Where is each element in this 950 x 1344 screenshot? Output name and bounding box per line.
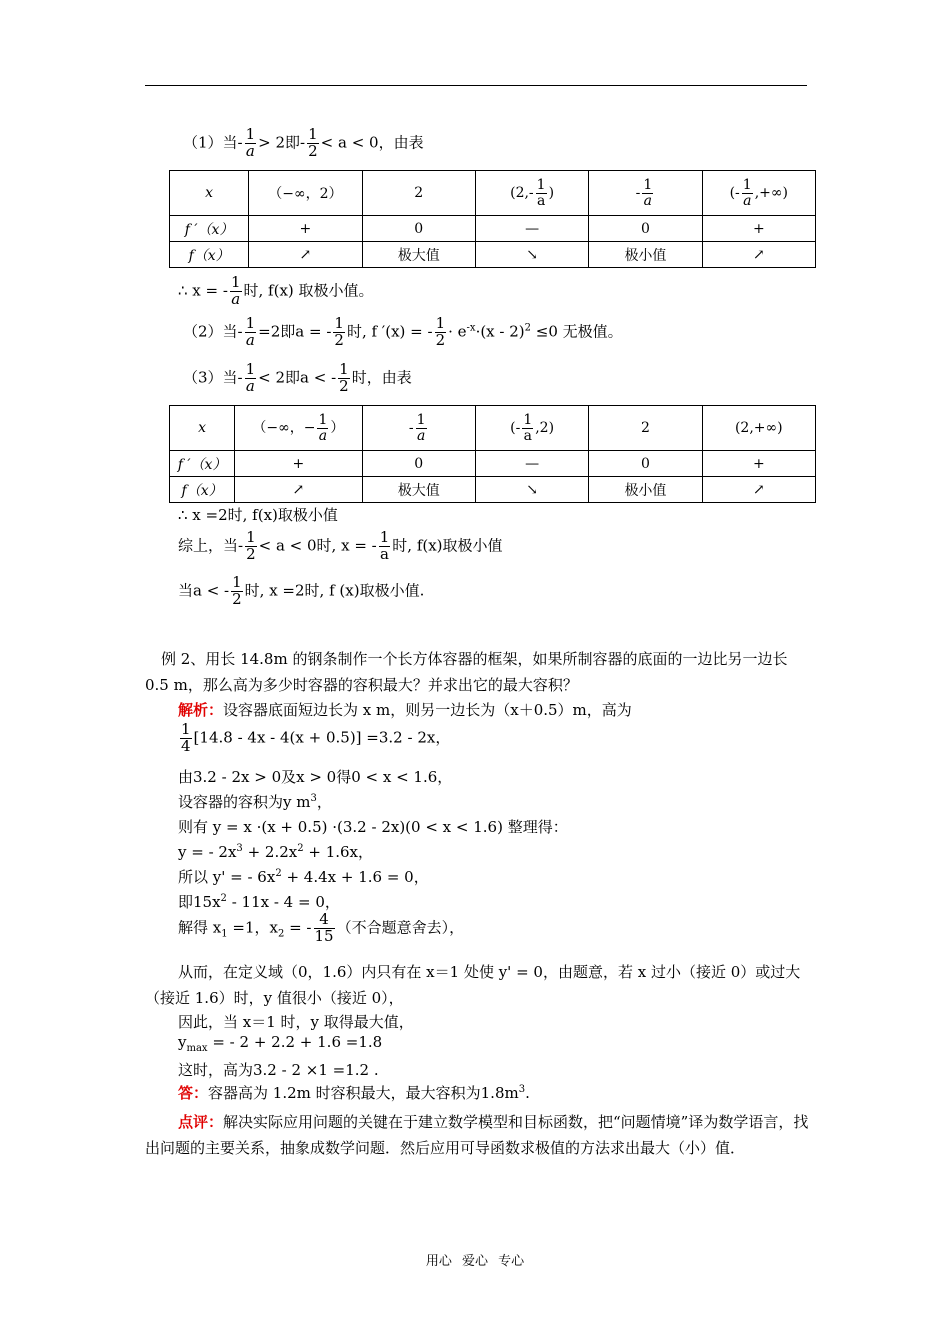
- table1-header-interval: （−∞，2）: [249, 171, 362, 216]
- reasoning-paragraph: 从而，在定义域（0，1.6）内只有在 x＝1 处使 y' = 0，由题意，若 x 过小（接近 0）或过大（接近 1.6）时，y 值很小（接近 0），: [145, 963, 801, 1007]
- table2-fprime-cell: +: [702, 451, 815, 477]
- ymax-line: $y_{max}$ = - 2 + 2.2 + 1.6 =1.8: [178, 1033, 383, 1054]
- table2-f-label: f（x）: [170, 477, 235, 503]
- volume-line: 设容器的容积为y $m^3$，: [178, 793, 332, 811]
- table2-f-cell: ↗: [235, 477, 362, 503]
- domain-line: 由3.2 - 2x > 0及x > 0得0 < x < 1.6，: [178, 768, 453, 786]
- height-result-line: 这时，高为3.2 - 2 ×1 =1.2 .: [178, 1061, 379, 1079]
- hence-line: 因此，当 x＝1 时，y 取得最大值，: [178, 1013, 414, 1031]
- table1-header-interval: (2,- $\frac{1}{a}$ ): [475, 171, 588, 216]
- table2-fprime-cell: 0: [589, 451, 702, 477]
- table1-header-x: x: [170, 171, 249, 216]
- table2-fprime-label: f ′（x）: [170, 451, 235, 477]
- derivative-line: 所以 y' = - $6x^2 + 4.4x + 1.6 = 0$，: [178, 868, 429, 886]
- case3-intro: （3）当- $\frac{1}{a}$ < 2即a < - $\frac{1}{2}$ 时，由表: [183, 360, 412, 395]
- table1-f-cell: 极小值: [589, 242, 702, 268]
- solution-line: 解得 $x_1 =1$，$x_2$ = - $\frac{4}{15}$ （不合题意舍去），: [178, 910, 465, 945]
- height-expression: $\frac{1}{4}$ [14.8 - 4x - 4(x + 0.5)] =3.2 - 2x，: [181, 720, 451, 755]
- header-rule: [145, 85, 807, 86]
- table1-f-label: f（x）: [170, 242, 249, 268]
- table1-fprime-cell: +: [249, 216, 362, 242]
- table1-f-cell: ↗: [249, 242, 362, 268]
- table2-fprime-cell: +: [235, 451, 362, 477]
- case1-intro: （1）当- $\frac{1}{a}$ > 2即- $\frac{1}{2}$ < a < 0，由表: [183, 125, 424, 160]
- case2-line: （2）当- $\frac{1}{a}$ =2即a = - $\frac{1}{2}$ 时, f ′(x) = - $\frac{1}{2}$ · $e^{-x}\cdot(x - 2)^2 \le 0$ 无极值。: [183, 314, 623, 349]
- summary-line-1: 综上，当- $\frac{1}{2}$ < a < 0时, x = - $\frac{1}{a}$ 时, f(x)取极小值: [178, 528, 503, 563]
- table1-fprime-cell: 0: [589, 216, 702, 242]
- review-label: 点评：: [178, 1113, 224, 1131]
- answer-label: 答：: [178, 1084, 209, 1102]
- table2-f-cell: ↗: [702, 477, 815, 503]
- table1-header-interval: (- $\frac{1}{a}$ ,+∞): [702, 171, 815, 216]
- answer-line: 答：容器高为 1.2m 时容积最大，最大容积为$1.8m^3$.: [178, 1084, 530, 1102]
- table1-fprime-cell: 0: [362, 216, 475, 242]
- case1-conclusion: ∴ x = - $\frac{1}{a}$ 时, f(x) 取极小值。: [178, 273, 374, 308]
- table1-f-cell: 极大值: [362, 242, 475, 268]
- table2-header-interval: (2,+∞): [702, 406, 815, 451]
- table1-fprime-cell: —: [475, 216, 588, 242]
- table1-header-critical: - $\frac{1}{a}$: [589, 171, 702, 216]
- sign-table-1: [169, 170, 816, 268]
- table1-f-cell: ↗: [702, 242, 815, 268]
- table2-fprime-cell: 0: [362, 451, 475, 477]
- table2-header-2: 2: [589, 406, 702, 451]
- table2-header-interval: (- $\frac{1}{a}$ ,2): [475, 406, 588, 451]
- cubic-line: y = - $2x^3 + 2.2x^2 + 1.6x$，: [178, 843, 374, 861]
- table2-f-cell: ↘: [475, 477, 588, 503]
- analysis-line: 解析：设容器底面短边长为 x m，则另一边长为（x＋0.5）m，高为: [178, 701, 632, 719]
- table2-fprime-cell: —: [475, 451, 588, 477]
- sign-table-2: [169, 405, 816, 503]
- table2-header-critical: - $\frac{1}{a}$: [362, 406, 475, 451]
- case3-conclusion: ∴ x =2时, f(x)取极小值: [178, 506, 338, 524]
- table2-f-cell: 极大值: [362, 477, 475, 503]
- table1-fprime-cell: +: [702, 216, 815, 242]
- table2-header-interval: （−∞，− $\frac{1}{a}$ ）: [235, 406, 362, 451]
- table2-header-x: x: [170, 406, 235, 451]
- review-paragraph: 点评：解决实际应用问题的关键在于建立数学模型和目标函数，把“问题情境”译为数学语言，找出问题的主要关系，抽象成数学问题．然后应用可导函数求极值的方法求出最大（小）值．: [145, 1113, 809, 1157]
- table1-f-cell: ↘: [475, 242, 588, 268]
- example2-statement: 例 2、用长 14.8m 的钢条制作一个长方体容器的框架，如果所制容器的底面的一边比另一边长 0.5 m，那么高为多少时容器的容积最大？并求出它的最大容积？: [145, 650, 788, 694]
- page-footer: 用心 爱心 专心: [425, 1254, 525, 1269]
- table1-header-2: 2: [362, 171, 475, 216]
- volume-function-line: 则有 y = x ·(x + 0.5) ·(3.2 - 2x)(0 < x < 1.6) 整理得：: [178, 818, 568, 836]
- summary-line-2: 当a < - $\frac{1}{2}$ 时, x =2时, f (x)取极小值.: [178, 573, 425, 608]
- table1-fprime-label: f ′（x）: [170, 216, 249, 242]
- quadratic-line: 即$15x^2 - 11x - 4 = 0$，: [178, 893, 340, 911]
- table2-f-cell: 极小值: [589, 477, 702, 503]
- analysis-label: 解析：: [178, 701, 224, 719]
